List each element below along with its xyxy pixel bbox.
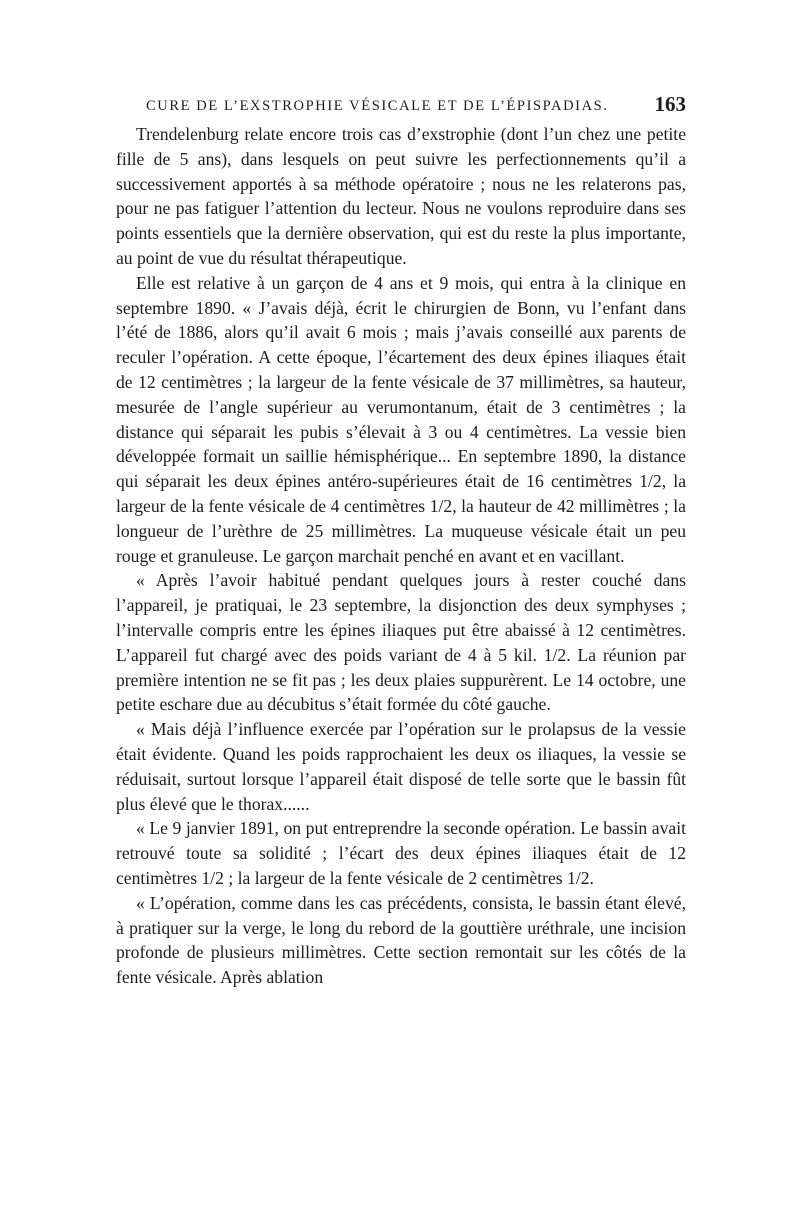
paragraph-second-operation: « Le 9 janvier 1891, on put entreprendre la seconde opération. Le bassin avait retrouvé toute sa solidité ; l’écart des deux épines iliaques était de 12 centimètres 1/2 ; la largeur de la fente vésicale de 2 centimètres 1/2.	[116, 818, 686, 888]
paragraph-patient-description: Elle est relative à un garçon de 4 ans et 9 mois, qui entra à la clinique en septembre 1890. « J’avais déjà, écrit le chirurgien de Bonn, vu l’enfant dans l’été de 1886, alors qu’il avait 6 mois ; mais j’avais conseillé aux parents de reculer l’opération. A cette époque, l’écartement des deux épines iliaques était de 12 centimètres ; la largeur de la fente vésicale de 37 millimètres, sa hauteur, mesurée de l’angle supérieur au verumontanum, était de 3 centimètres ; la distance qui séparait les pubis s’élevait à 3 ou 4 centimètres. La vessie bien développée formait un saillie hémisphérique... En septembre 1890, la distance qui séparait les deux épines antéro-supérieures était de 16 centimètres 1/2, la largeur de la fente vésicale de 4 centimètres 1/2, la hauteur de 42 millimètres ; la longueur de l’urèthre de 25 millimètres. La muqueuse vésicale était un peu rouge et granuleuse. Le garçon marchait penché en avant et en vacillant.	[116, 272, 686, 566]
paragraph-first-operation: « Après l’avoir habitué pendant quelques jours à rester couché dans l’appareil, je pratiquai, le 23 septembre, la disjonction des deux symphyses ; l’intervalle compris entre les épines iliaques put être abaissé à 12 centimètres. L’appareil fut chargé avec des poids variant de 4 à 5 kil. 1/2. La réunion par première intention ne se fit pas ; les deux plaies suppurèrent. Le 14 octobre, une petite eschare due au décubitus s’était formée du côté gauche.	[116, 570, 686, 715]
paragraph-trendelenburg-cases: Trendelenburg relate encore trois cas d’exstrophie (dont l’un chez une petite fille de 5 ans), dans lesquels on peut suivre les perfectionnements qu’il a successivement apportés à sa méthode opératoire ; nous ne les relaterons pas, pour ne pas fatiguer l’attention du lecteur. Nous ne voulons reproduire dans ses points essentiels que la dernière observation, qui est du reste la plus importante, au point de vue du résultat thérapeutique.	[116, 124, 686, 268]
paragraph-prolapse-influence: « Mais déjà l’influence exercée par l’opération sur le prolapsus de la vessie était évidente. Quand les poids rapprochaient les deux os iliaques, la vessie se réduisait, surtout lorsque l’appareil était disposé de telle sorte que le bassin fût plus élevé que le thorax......	[116, 719, 686, 814]
page-header	[116, 92, 686, 122]
page-number: 163	[654, 92, 686, 116]
running-title: CURE DE L’EXSTROPHIE VÉSICALE ET DE L’ÉPISPADIAS.	[146, 98, 609, 114]
book-page	[116, 92, 686, 990]
paragraph-operation-technique: « L’opération, comme dans les cas précédents, consista, le bassin étant élevé, à pratiquer sur la verge, le long du rebord de la gouttière uréthrale, une incision profonde de plusieurs millimètres. Cette section remontait sur les côtés de la fente vésicale. Après ablation	[116, 892, 686, 988]
